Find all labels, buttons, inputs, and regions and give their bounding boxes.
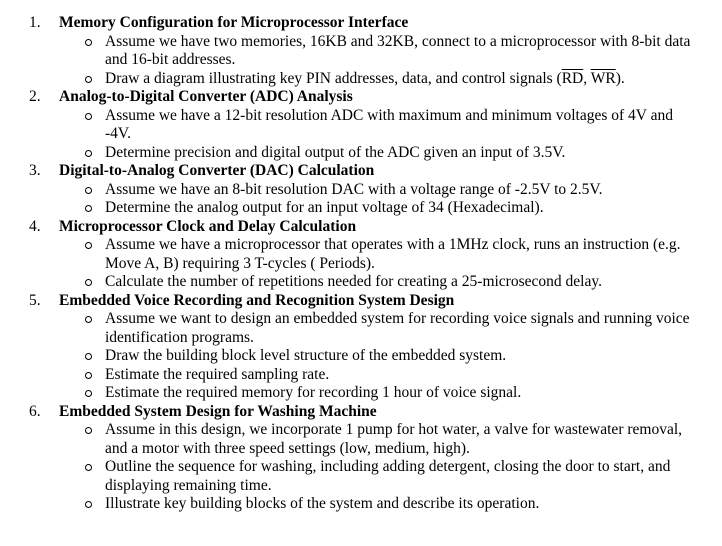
hollow-circle-bullet-icon <box>81 384 105 403</box>
section-4 <box>29 218 692 292</box>
bullet-list <box>29 236 692 292</box>
bullet-list <box>29 421 692 514</box>
list-item-text: Estimate the required sampling rate. <box>105 365 330 383</box>
bullet-list <box>29 33 692 89</box>
list-item-text: Calculate the number of repetitions needed for creating a 25-microsecond delay. <box>105 273 602 290</box>
section-title: Embedded Voice Recording and Recognition System Design <box>59 291 455 309</box>
list-item-text: Illustrate key building blocks of the system and describe its operation. <box>105 495 540 512</box>
list-item <box>81 181 692 200</box>
hollow-circle-bullet-icon <box>81 366 105 385</box>
overlined-signal-wr: $\overline{WR}$ <box>590 69 616 87</box>
text-segment: Draw a diagram illustrating key PIN addresses, data, and control signals ( <box>105 69 562 87</box>
list-item-text: Determine the analog output for an input voltage of 34 (Hexadecimal). <box>105 199 544 216</box>
section-number: 1. <box>29 14 41 31</box>
hollow-circle-bullet-icon <box>81 310 105 347</box>
list-item <box>81 310 692 347</box>
hollow-circle-bullet-icon <box>81 347 105 366</box>
hollow-circle-bullet-icon <box>81 107 105 144</box>
section-heading <box>29 403 692 422</box>
section-title: Microprocessor Clock and Delay Calculation <box>59 217 357 235</box>
hollow-circle-bullet-icon <box>81 236 105 273</box>
list-item-text: Assume in this design, we incorporate 1 pump for hot water, a valve for wastewater removal, and a motor with three speed settings (low, medium, high). <box>105 421 683 457</box>
list-item <box>81 495 692 514</box>
section-1 <box>29 14 692 88</box>
list-item <box>81 384 692 403</box>
list-item <box>81 236 692 273</box>
section-heading <box>29 88 692 107</box>
list-item-text: Determine precision and digital output of the ADC given an input of 3.5V. <box>105 143 566 161</box>
hollow-circle-bullet-icon <box>81 273 105 292</box>
bullet-list <box>29 181 692 218</box>
list-item <box>81 273 692 292</box>
section-title: Analog-to-Digital Converter (ADC) Analysis <box>59 88 353 105</box>
list-item <box>81 144 692 163</box>
list-item <box>81 421 692 458</box>
section-number: 6. <box>29 402 41 420</box>
list-item-text: Assume we want to design an embedded system for recording voice signals and running voice identification programs. <box>105 310 690 346</box>
bullet-list <box>29 107 692 163</box>
section-number: 4. <box>29 217 41 235</box>
list-item <box>81 458 692 495</box>
hollow-circle-bullet-icon <box>81 421 105 458</box>
list-item <box>81 70 692 89</box>
list-item-text <box>105 70 692 89</box>
hollow-circle-bullet-icon <box>81 33 105 70</box>
text-segment: ). <box>615 69 625 87</box>
list-item-text: Assume we have a microprocessor that operates with a 1MHz clock, runs an instruction (e.g. Move A, B) requiring 3 T-cycles ( Periods). <box>105 236 681 272</box>
list-item-text: Estimate the required memory for recording 1 hour of voice signal. <box>105 384 522 401</box>
section-title: Embedded System Design for Washing Machine <box>59 402 377 420</box>
bullet-list <box>29 310 692 403</box>
list-item-text: Draw the building block level structure of the embedded system. <box>105 347 507 364</box>
section-heading <box>29 14 692 33</box>
list-item <box>81 366 692 385</box>
overlined-signal-rd: $\overline{RD}$ <box>561 69 584 87</box>
section-number: 2. <box>29 88 41 105</box>
section-number: 5. <box>29 291 41 309</box>
list-item-text: Assume we have a 12-bit resolution ADC with maximum and minimum voltages of 4V and -4V. <box>105 106 673 142</box>
section-number: 3. <box>29 162 41 179</box>
hollow-circle-bullet-icon <box>81 70 105 89</box>
section-5 <box>29 292 692 403</box>
section-title: Memory Configuration for Microprocessor Interface <box>59 14 409 31</box>
list-item-text: Assume we have two memories, 16KB and 32KB, connect to a microprocessor with 8-bit data and 16-bit addresses. <box>105 32 691 68</box>
text-segment: , <box>583 69 591 87</box>
list-item-text: Outline the sequence for washing, including adding detergent, closing the door to start, and displaying remaining time. <box>105 458 671 494</box>
hollow-circle-bullet-icon <box>81 458 105 495</box>
section-2 <box>29 88 692 162</box>
section-6 <box>29 403 692 514</box>
list-item <box>81 199 692 218</box>
list-item <box>81 33 692 70</box>
hollow-circle-bullet-icon <box>81 495 105 514</box>
hollow-circle-bullet-icon <box>81 144 105 163</box>
section-title: Digital-to-Analog Converter (DAC) Calculation <box>59 162 375 179</box>
list-item-text: Assume we have an 8-bit resolution DAC with a voltage range of -2.5V to 2.5V. <box>105 180 603 198</box>
hollow-circle-bullet-icon <box>81 199 105 218</box>
section-heading <box>29 218 692 237</box>
list-item <box>81 107 692 144</box>
section-heading <box>29 162 692 181</box>
section-3 <box>29 162 692 218</box>
list-item <box>81 347 692 366</box>
section-heading <box>29 292 692 311</box>
hollow-circle-bullet-icon <box>81 181 105 200</box>
